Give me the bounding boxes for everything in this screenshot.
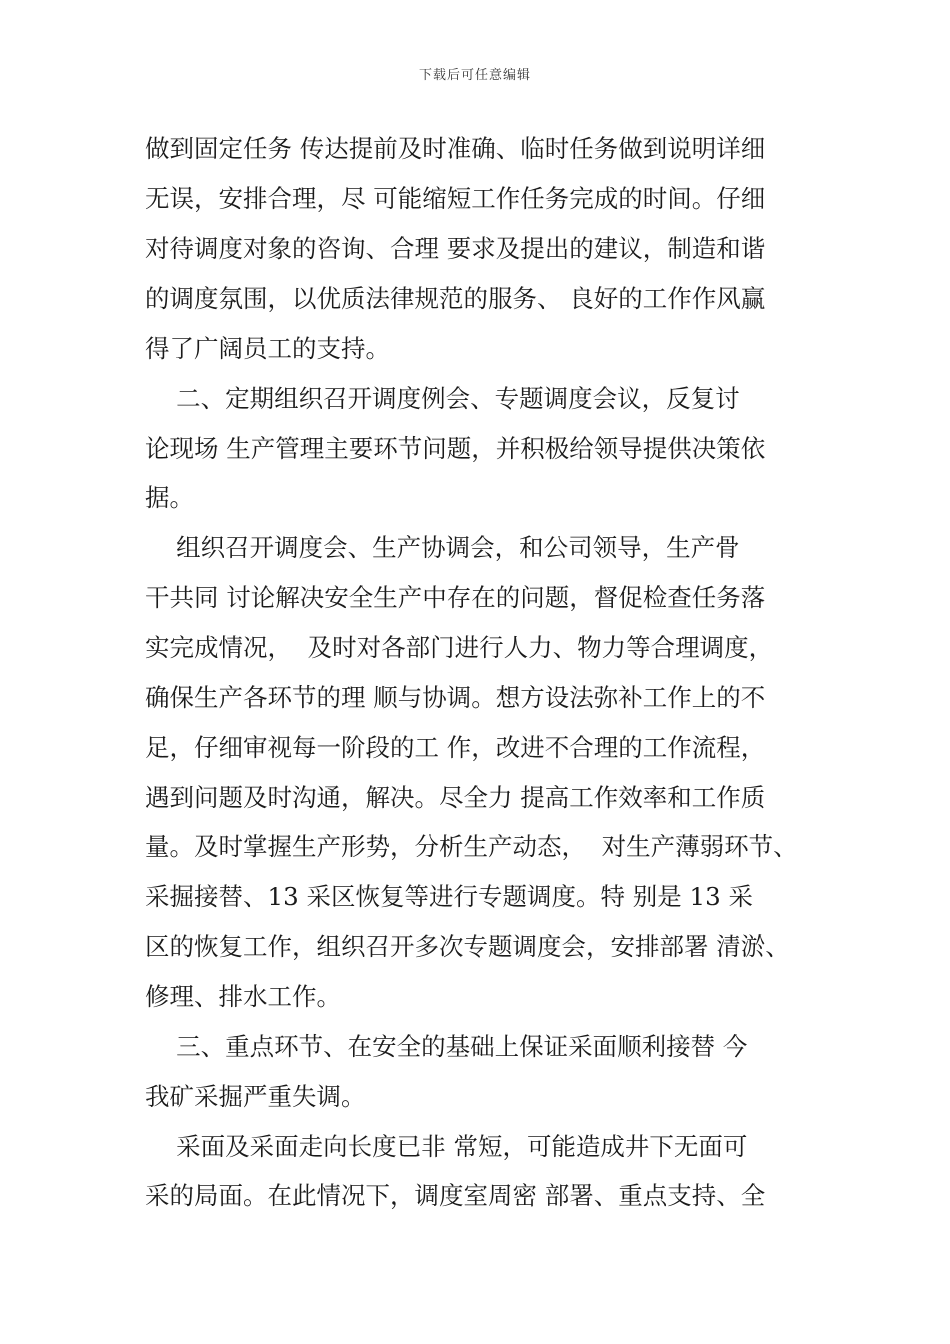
text-line: 论现场 生产管理主要环节问题，并积极给领导提供决策依	[145, 434, 766, 463]
text-line: 足，仔细审视每一阶段的工 作，改进不合理的工作流程，	[145, 733, 766, 762]
text-line: 干共同 讨论解决安全生产中存在的问题，督促检查任务落	[145, 583, 766, 612]
text-line: 无误，安排合理，尽 可能缩短工作任务完成的时间。仔细	[145, 184, 766, 213]
text-line: 二、定期组织召开调度例会、专题调度会议，反复讨	[145, 384, 740, 413]
text-line: 做到固定任务 传达提前及时准确、临时任务做到说明详细	[145, 134, 766, 163]
text-line: 得了广阔员工的支持。	[145, 334, 390, 363]
text-line: 的调度氛围，以优质法律规范的服务、 良好的工作作风赢	[145, 284, 766, 313]
text-line: 区的恢复工作，组织召开多次专题调度会，安排部署 清淤、	[145, 932, 790, 961]
header-note: 下载后可任意编辑	[418, 68, 531, 83]
text-line: 对待调度对象的咨询、合理 要求及提出的建议，制造和谐	[145, 234, 766, 263]
text-line: 采面及采面走向长度已非 常短，可能造成井下无面可	[145, 1132, 748, 1161]
text-line: 采掘接替、13 采区恢复等进行专题调度。特 别是 13 采	[145, 882, 753, 911]
text-line: 我矿采掘严重失调。	[145, 1082, 366, 1111]
text-line: 量。及时掌握生产形势，分析生产动态， 对生产薄弱环节、	[145, 832, 798, 861]
text-line: 实完成情况， 及时对各部门进行人力、物力等合理调度，	[145, 633, 774, 662]
text-line: 三、重点环节、在安全的基础上保证采面顺利接替 今	[145, 1032, 748, 1061]
text-line: 组织召开调度会、生产协调会，和公司领导，生产骨	[145, 533, 740, 562]
text-line: 遇到问题及时沟通，解决。尽全力 提高工作效率和工作质	[145, 783, 766, 812]
text-line: 修理、排水工作。	[145, 982, 341, 1011]
text-line: 确保生产各环节的理 顺与协调。想方设法弥补工作上的不	[145, 683, 766, 712]
text-line: 采的局面。在此情况下，调度室周密 部署、重点支持、全	[145, 1181, 766, 1210]
text-line: 据。	[145, 483, 194, 512]
